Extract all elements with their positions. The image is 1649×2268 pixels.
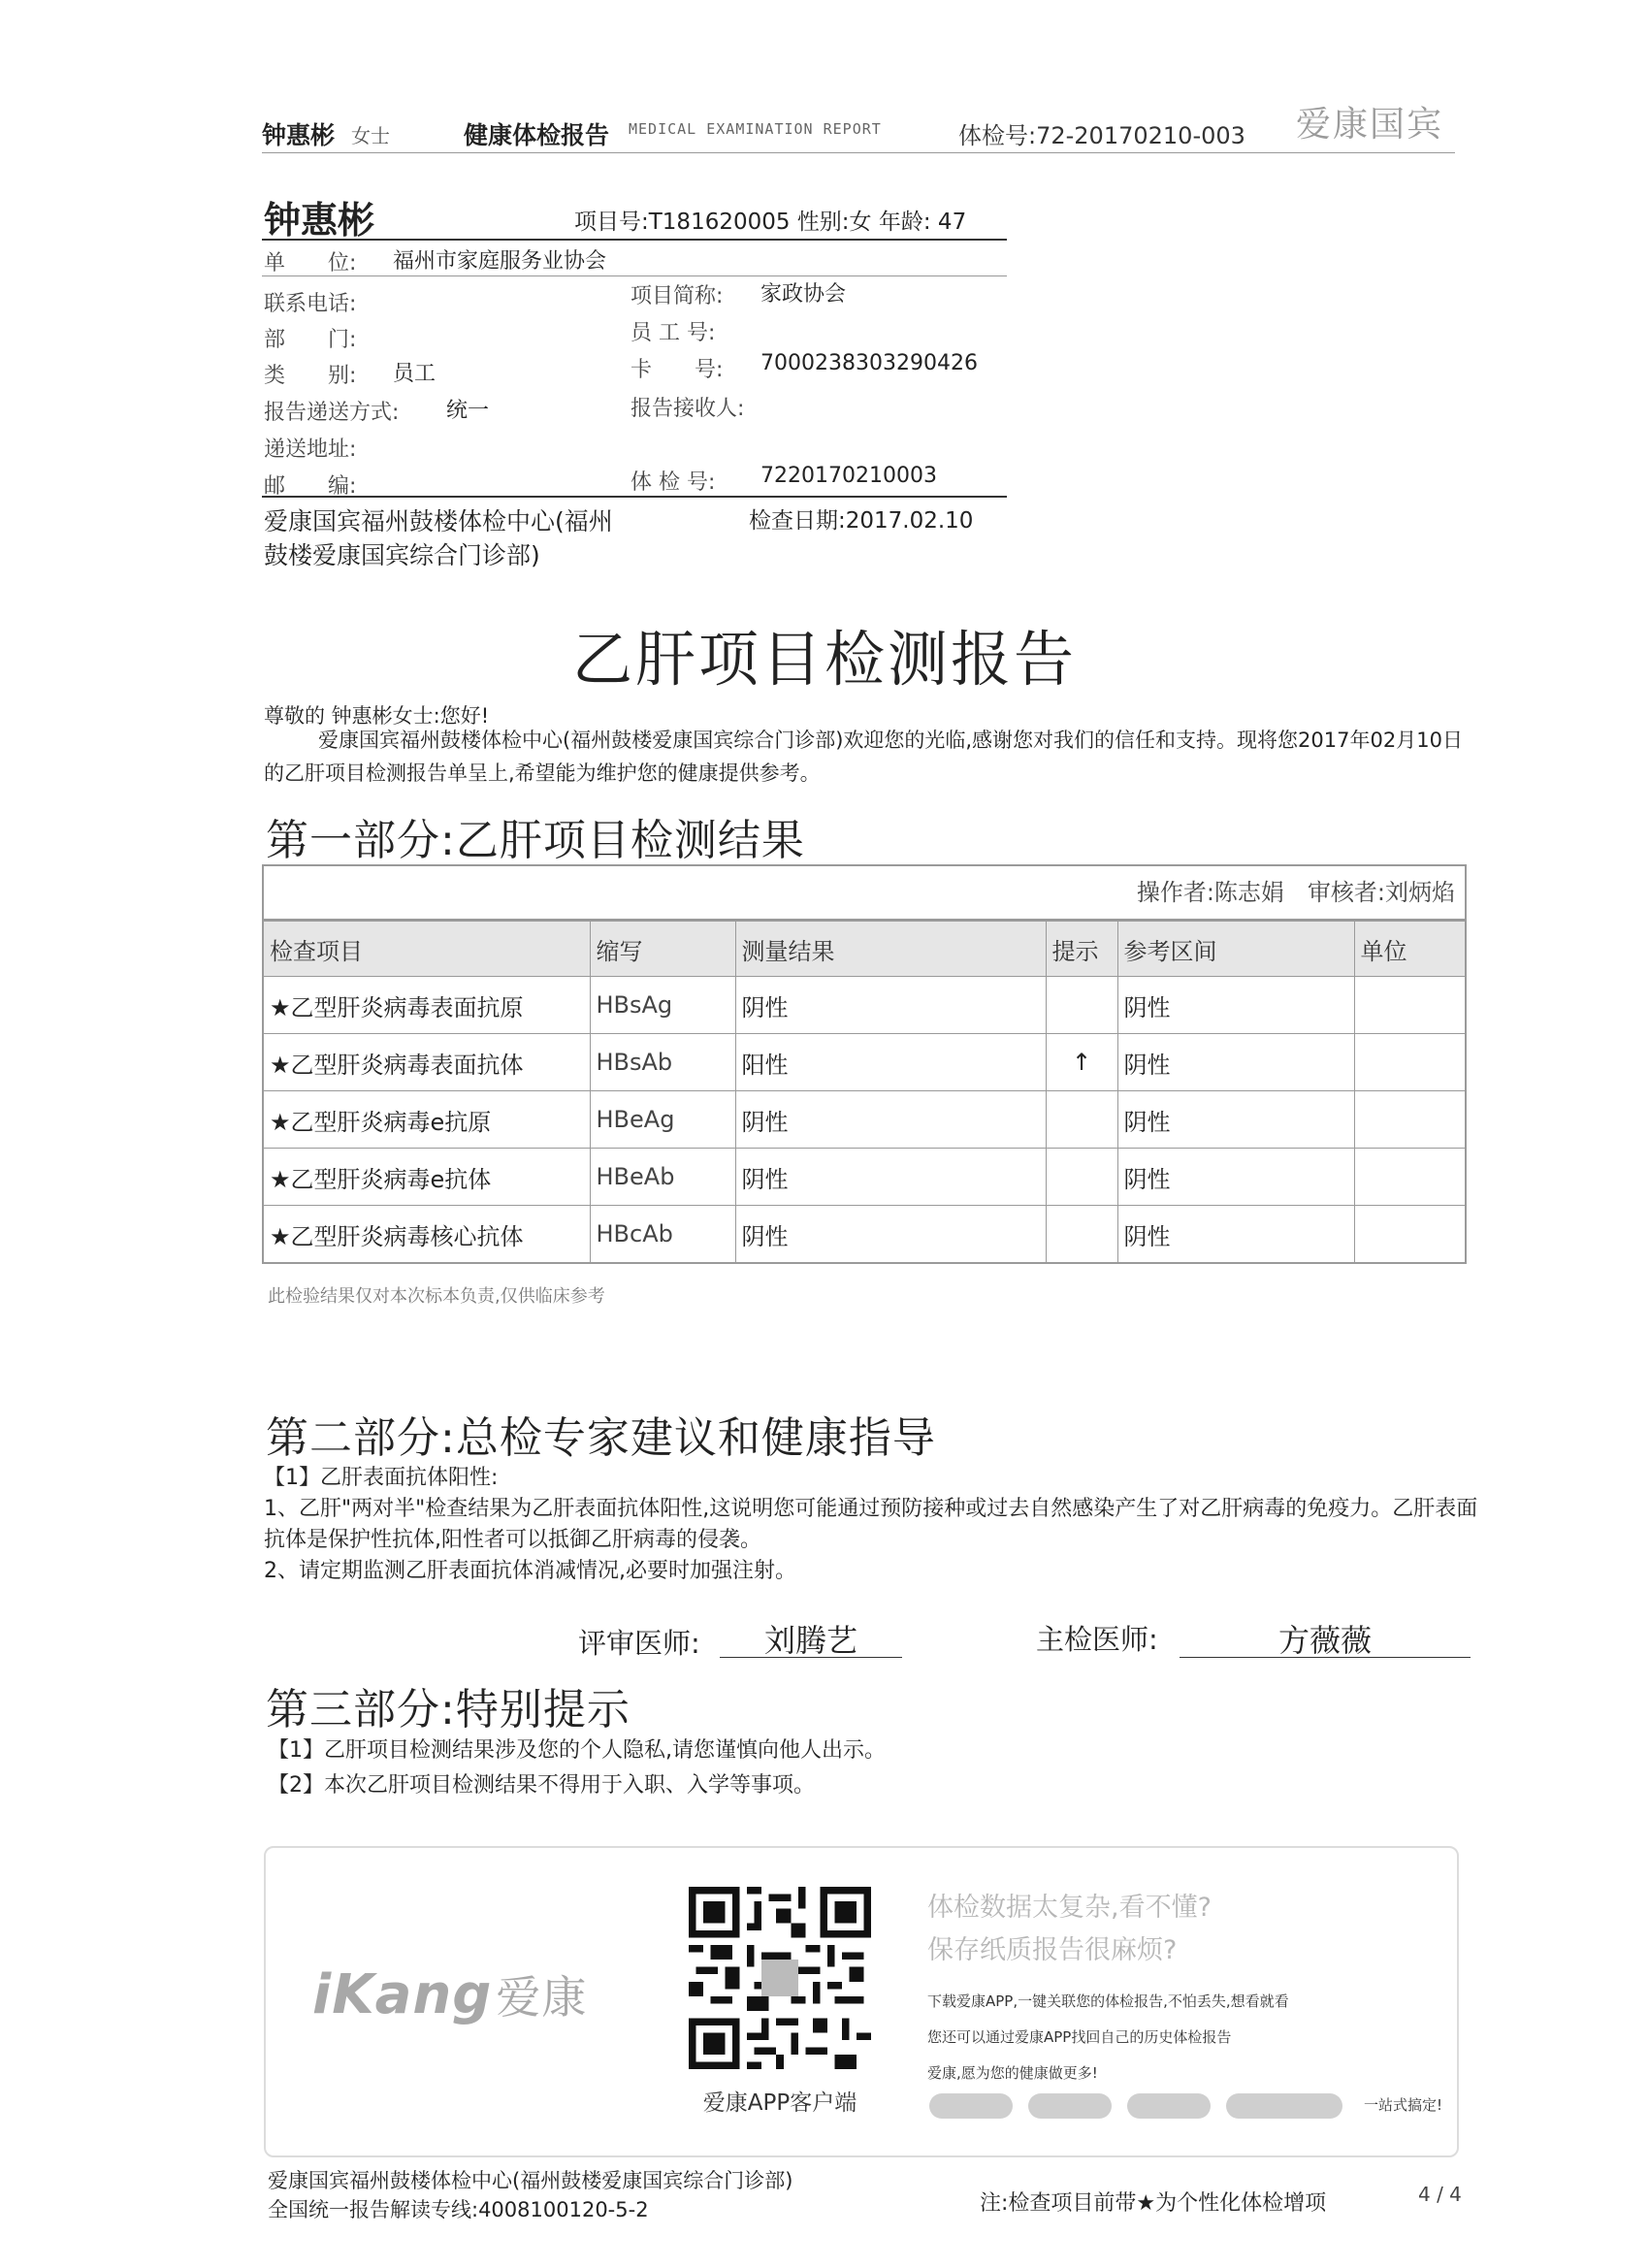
- cell-item: ★乙型肝炎病毒表面抗原: [264, 977, 590, 1034]
- cell-ref: 阴性: [1117, 1091, 1354, 1149]
- greeting: 尊敬的 钟惠彬女士:您好!: [264, 704, 490, 728]
- promo-line: 您还可以通过爱康APP找回自己的历史体检报告: [927, 2028, 1232, 2046]
- category-value: 员工: [393, 362, 436, 386]
- col-header-result: 测量结果: [735, 922, 1046, 977]
- delivery-label: 报告递送方式:: [264, 401, 400, 425]
- cell-ref: 阴性: [1117, 977, 1354, 1034]
- cell-result: 阴性: [735, 1206, 1046, 1263]
- section2-title: 第二部分:总检专家建议和健康指导: [266, 1413, 936, 1463]
- col-header-item: 检查项目: [264, 922, 590, 977]
- cell-abbr: HBeAg: [590, 1091, 735, 1149]
- col-header-abbr: 缩写: [590, 922, 735, 977]
- promo-tagline: 一站式搞定!: [1364, 2096, 1443, 2114]
- department-label: 部 门:: [264, 328, 357, 352]
- project-abbr-label: 项目简称:: [630, 284, 724, 308]
- tip-line: 【2】本次乙肝项目检测结果不得用于入职、入学等事项。: [268, 1773, 815, 1798]
- cell-item: ★乙型肝炎病毒e抗原: [264, 1091, 590, 1149]
- category-label: 类 别:: [264, 364, 357, 388]
- promo-headline-line: 保存纸质报告很麻烦?: [927, 1935, 1178, 1965]
- unit-value: 福州市家庭服务业协会: [393, 249, 607, 274]
- cell-hint: [1046, 977, 1117, 1034]
- cell-unit: [1354, 1091, 1465, 1149]
- cell-result: 阳性: [735, 1034, 1046, 1091]
- cell-item: ★乙型肝炎病毒表面抗体: [264, 1034, 590, 1091]
- ikang-logo-cn: 爱康: [496, 1971, 588, 2024]
- promo-feature-pill: [1226, 2093, 1342, 2119]
- table-row: [264, 977, 1465, 1034]
- promo-feature-pill: [1127, 2093, 1211, 2119]
- promo-headline-line: 体检数据太复杂,看不懂?: [927, 1893, 1212, 1923]
- employee-no-label: 员 工 号:: [630, 321, 716, 345]
- chief-signature-line: [1180, 1657, 1471, 1658]
- exam-center-name: 爱康国宾福州鼓楼体检中心(福州鼓楼爱康国宾综合门诊部): [264, 507, 613, 569]
- project-abbr-value: 家政协会: [760, 282, 847, 307]
- table-row: [264, 1034, 1465, 1091]
- promo-line: 下载爱康APP,一键关联您的体检报告,不怕丢失,想看就看: [927, 1993, 1289, 2010]
- cell-ref: 阴性: [1117, 1206, 1354, 1263]
- ikang-logo: [312, 1962, 587, 2026]
- table-row: [264, 1206, 1465, 1263]
- promo-feature-pill: [1028, 2093, 1112, 2119]
- unit-rule: [262, 275, 1007, 276]
- promo-feature-pill: [929, 2093, 1013, 2119]
- cell-ref: 阴性: [1117, 1034, 1354, 1091]
- app-promo-box: [264, 1846, 1459, 2157]
- promo-headline: [927, 1887, 1212, 1972]
- card-value: 7000238303290426: [760, 351, 978, 375]
- cell-item: ★乙型肝炎病毒e抗体: [264, 1149, 590, 1206]
- reviewer-label: 评审医师:: [578, 1627, 700, 1660]
- col-header-unit: 单位: [1354, 922, 1465, 977]
- table-header-row: [264, 922, 1465, 977]
- special-tips: [268, 1733, 886, 1803]
- advice-line: 【1】乙肝表面抗体阳性:: [264, 1466, 499, 1490]
- report-title: 乙肝项目检测报告: [571, 624, 1077, 695]
- section1-title: 第一部分:乙肝项目检测结果: [266, 816, 805, 865]
- card-label: 卡 号:: [630, 358, 724, 382]
- qr-caption: 爱康APP客户端: [702, 2090, 857, 2116]
- unit-label: 单 位:: [264, 251, 357, 275]
- patient-name: 钟惠彬: [264, 199, 375, 242]
- header-rule: [262, 152, 1455, 153]
- tip-line: 【1】乙肝项目检测结果涉及您的个人隐私,请您谨慎向他人出示。: [268, 1738, 886, 1763]
- header-brand-logo: 爱康国宾: [1296, 105, 1444, 145]
- cell-hint: [1046, 1091, 1117, 1149]
- advice-text: [264, 1463, 1486, 1587]
- footer-center-name: 爱康国宾福州鼓楼体检中心(福州鼓楼爱康国宾综合门诊部): [268, 2169, 793, 2192]
- cell-abbr: HBcAb: [590, 1206, 735, 1263]
- col-header-hint: 提示: [1046, 922, 1117, 977]
- cell-abbr: HBeAb: [590, 1149, 735, 1206]
- exam-no-value: 7220170210003: [760, 464, 937, 488]
- patient-rule: [262, 239, 1007, 241]
- cell-result: 阴性: [735, 1091, 1046, 1149]
- cell-abbr: HBsAb: [590, 1034, 735, 1091]
- col-header-ref: 参考区间: [1117, 922, 1354, 977]
- cell-hint: [1046, 1206, 1117, 1263]
- footer-hotline: 全国统一报告解读专线:4008100120-5-2: [268, 2198, 649, 2221]
- cell-unit: [1354, 977, 1465, 1034]
- promo-description: [927, 1984, 1289, 2091]
- receiver-label: 报告接收人:: [630, 397, 745, 421]
- reviewer-signature-line: [720, 1657, 902, 1658]
- page-number: 4 / 4: [1418, 2183, 1462, 2206]
- cell-result: 阴性: [735, 977, 1046, 1034]
- advice-line: 1、乙肝"两对半"检查结果为乙肝表面抗体阳性,这说明您可能通过预防接种或过去自然感染产生了对乙肝病毒的免疫力。乙肝表面抗体是保护性抗体,阳性者可以抵御乙肝病毒的侵袭。: [264, 1497, 1478, 1552]
- cell-abbr: HBsAg: [590, 977, 735, 1034]
- table-row: [264, 1149, 1465, 1206]
- results-disclaimer: 此检验结果仅对本次标本负责,仅供临床参考: [268, 1286, 605, 1307]
- cell-result: 阴性: [735, 1149, 1046, 1206]
- header-exam-number: 体检号:72-20170210-003: [958, 122, 1245, 149]
- header-gender-title: 女士: [351, 124, 390, 147]
- header-doc-title-en: MEDICAL EXAMINATION REPORT: [629, 120, 882, 138]
- table-row: [264, 1091, 1465, 1149]
- delivery-value: 统一: [446, 399, 490, 423]
- address-label: 递送地址:: [264, 437, 357, 462]
- info-rule: [262, 496, 1007, 498]
- phone-label: 联系电话:: [264, 292, 357, 316]
- cell-item: ★乙型肝炎病毒核心抗体: [264, 1206, 590, 1263]
- check-date: 检查日期:2017.02.10: [749, 508, 974, 534]
- chief-signature: 方薇薇: [1277, 1622, 1372, 1659]
- header-doc-title: 健康体检报告: [464, 121, 610, 149]
- section3-title: 第三部分:特别提示: [266, 1685, 630, 1734]
- header-patient-name: 钟惠彬: [262, 121, 336, 149]
- exam-no-label: 体 检 号:: [630, 470, 716, 495]
- reviewer-signature: 刘腾艺: [763, 1622, 857, 1659]
- intro-paragraph: 爱康国宾福州鼓楼体检中心(福州鼓楼爱康国宾综合门诊部)欢迎您的光临,感谢您对我们的信任和支持。现将您2017年02月10日的乙肝项目检测报告单呈上,希望能为维护您的健康提供参考。: [264, 729, 1463, 785]
- advice-line: 2、请定期监测乙肝表面抗体消减情况,必要时加强注射。: [264, 1559, 796, 1583]
- cell-unit: [1354, 1149, 1465, 1206]
- chief-label: 主检医师:: [1036, 1623, 1158, 1656]
- ikang-logo-en: iKang: [312, 1963, 493, 2026]
- promo-line: 爱康,愿为您的健康做更多!: [927, 2064, 1098, 2082]
- patient-project-line: 项目号:T181620005 性别:女 年龄: 47: [574, 210, 967, 235]
- postcode-label: 邮 编:: [264, 474, 357, 499]
- footer-star-note: 注:检查项目前带★为个性化体检增项: [980, 2191, 1327, 2216]
- cell-unit: [1354, 1206, 1465, 1263]
- cell-unit: [1354, 1034, 1465, 1091]
- cell-hint-up-arrow: ↑: [1046, 1034, 1117, 1091]
- qr-code-icon: [689, 1887, 871, 2069]
- cell-hint: [1046, 1149, 1117, 1206]
- cell-ref: 阴性: [1117, 1149, 1354, 1206]
- operator-reviewer: 操作者:陈志娟 审核者:刘炳焰: [264, 866, 1465, 921]
- results-table: [262, 864, 1467, 1264]
